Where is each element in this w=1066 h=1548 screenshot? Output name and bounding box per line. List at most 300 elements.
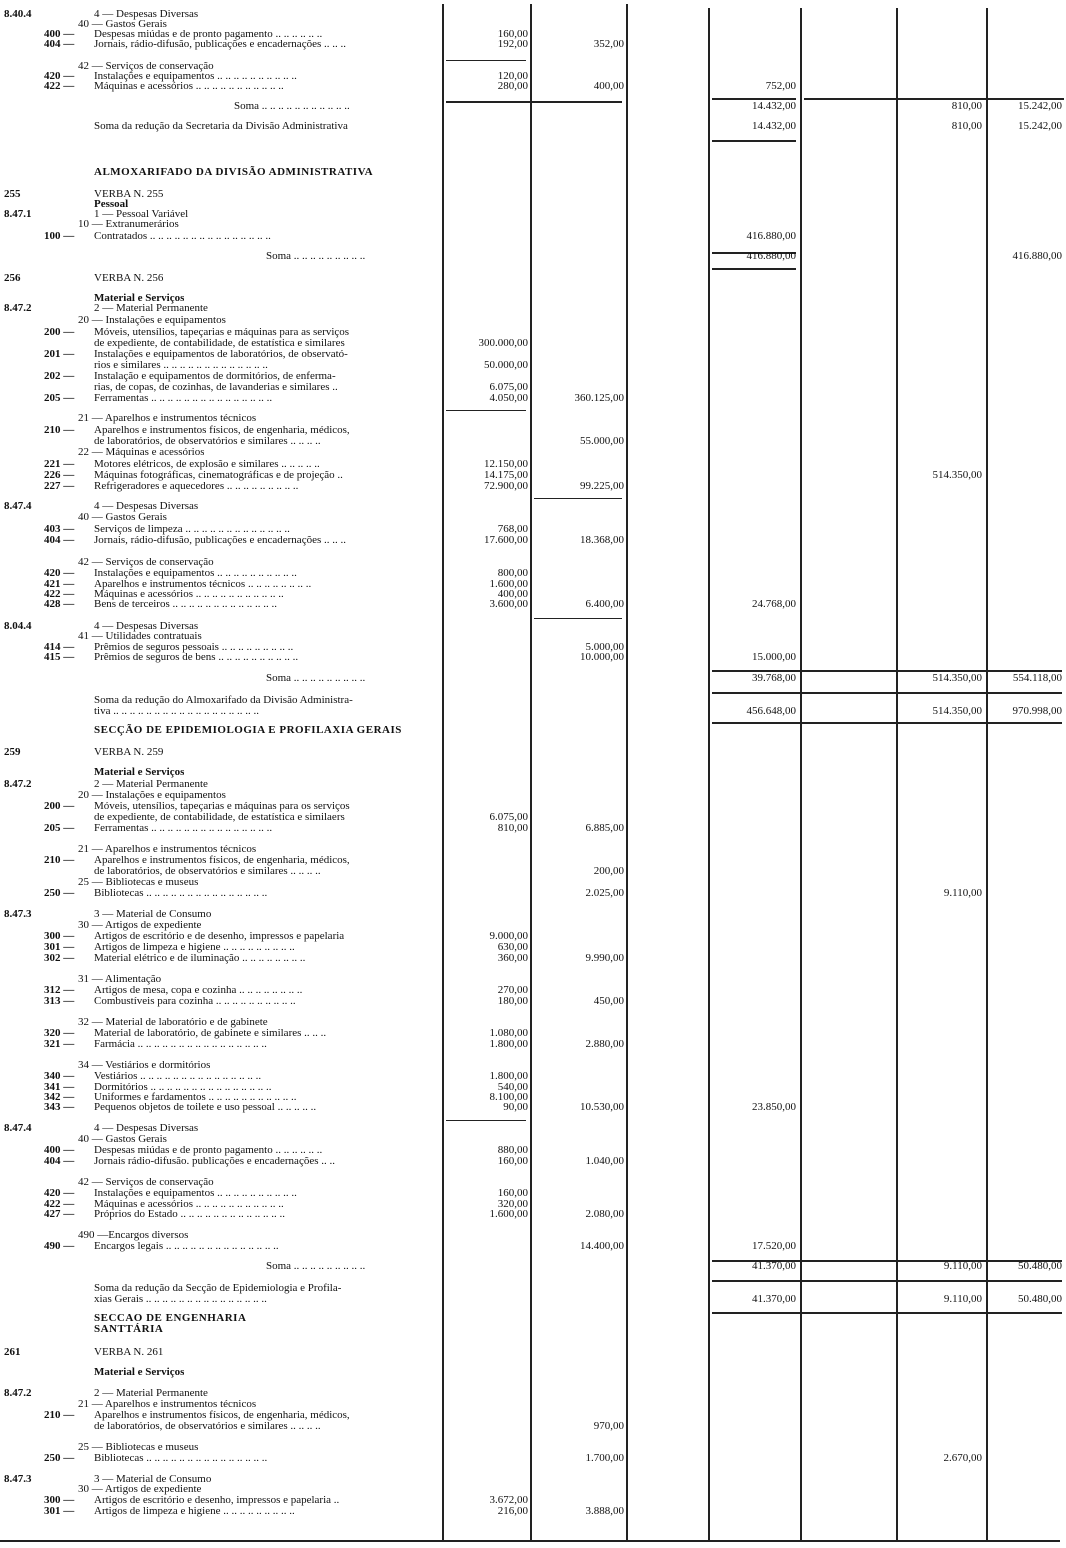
amount-c1: 216,00 (497, 1505, 528, 1517)
amount-c5: 514.350,00 (932, 672, 982, 684)
row-item-number: 301 — (44, 1505, 75, 1517)
column-rule (530, 4, 532, 1542)
section-heading: SANTTÁRIA (94, 1323, 164, 1335)
amount-c6: 15.242,00 (1018, 100, 1062, 112)
row-item-number: 313 — (44, 995, 75, 1007)
row-description: Artigos de limpeza e higiene .. .. .. .. .. .. .. .. .. (94, 1505, 295, 1517)
amount-c1: 1.800,00 (489, 1070, 528, 1082)
subtotal-rule (712, 722, 1062, 724)
amount-c5: 810,00 (951, 100, 982, 112)
row-item-number: 301 — (44, 941, 75, 953)
row-description: Uniformes e fardamentos .. .. .. .. .. .. .. .. .. .. .. (94, 1091, 297, 1103)
row-description: Instalações e equipamentos de laboratórios, de observató- (94, 348, 348, 360)
row-description: Aparelhos e instrumentos físicos, de engenharia, médicos, (94, 1409, 350, 1421)
amount-c5: 9.110,00 (943, 1260, 982, 1272)
row-description: 3 — Material de Consumo (94, 1473, 212, 1485)
row-description: Material e Serviços (94, 1366, 185, 1378)
amount-c5: 514.350,00 (932, 469, 982, 481)
amount-c1: 1.600,00 (489, 578, 528, 590)
subtotal-rule (446, 410, 526, 411)
row-description: tiva .. .. .. .. .. .. .. .. .. .. .. .. .. .. .. .. .. .. (94, 705, 259, 717)
subtotal-rule (712, 140, 796, 142)
row-description: 10 — Extranumerários (78, 218, 179, 230)
row-item-number: 342 — (44, 1091, 75, 1103)
row-description: Máquinas fotográficas, cinematográficas e de projeção .. (94, 469, 343, 481)
amount-c3: 14.432,00 (752, 100, 796, 112)
item-dash: — (60, 1070, 75, 1082)
item-dash: — (60, 1505, 75, 1517)
row-description: 40 — Gastos Gerais (78, 18, 167, 30)
amount-c2: 10.530,00 (580, 1101, 624, 1113)
row-item-number: 226 — (44, 469, 75, 481)
row-item-number: 201 — (44, 348, 75, 360)
row-item-number: 415 — (44, 651, 75, 663)
amount-c5: 2.670,00 (943, 1452, 982, 1464)
row-description: Material e Serviços (94, 292, 185, 304)
row-description: de laboratórios, de observatórios e similares .. .. .. .. (94, 435, 321, 447)
amount-c2: 9.990,00 (585, 952, 624, 964)
amount-c3: 39.768,00 (752, 672, 796, 684)
item-dash: — (60, 952, 75, 964)
item-dash: — (60, 348, 75, 360)
amount-c2: 1.700,00 (585, 1452, 624, 1464)
row-item-number: 340 — (44, 1070, 75, 1082)
row-description: Soma .. .. .. .. .. .. .. .. .. (266, 1260, 366, 1272)
row-description: 1 — Pessoal Variável (94, 208, 189, 220)
row-description: Prêmios de seguros de bens .. .. .. .. .. .. .. .. .. .. (94, 651, 299, 663)
row-code: 8.47.3 (4, 908, 32, 920)
item-dash: — (60, 930, 75, 942)
amount-c1: 50.000,00 (484, 359, 528, 371)
item-dash: — (60, 1240, 75, 1252)
amount-c1: 3.600,00 (489, 598, 528, 610)
row-description: Instalações e equipamentos .. .. .. .. .. .. .. .. .. .. (94, 70, 297, 82)
row-description: rias, de copas, de cozinhas, de lavanderias e similares .. (94, 381, 338, 393)
subtotal-rule (534, 498, 622, 499)
row-item-number: 300 — (44, 1494, 75, 1506)
row-description: 4 — Despesas Diversas (94, 8, 199, 20)
row-description: 21 — Aparelhos e instrumentos técnicos (78, 1398, 257, 1410)
row-description: Aparelhos e instrumentos físicos, de engenharia, médicos, (94, 854, 350, 866)
amount-c2: 2.880,00 (585, 1038, 624, 1050)
amount-c1: 6.075,00 (489, 381, 528, 393)
row-description: xias Gerais .. .. .. .. .. .. .. .. .. .. .. .. .. .. .. (94, 1293, 267, 1305)
row-item-number: 404 — (44, 534, 75, 546)
item-dash: — (60, 1144, 75, 1156)
row-description: Jornais, rádio-difusão, publicações e encadernações .. .. .. (94, 534, 346, 546)
amount-c5: 514.350,00 (932, 705, 982, 717)
row-item-number: 400 — (44, 28, 75, 40)
row-description: de laboratórios, de observatórios e similares .. .. .. .. (94, 865, 321, 877)
row-description: Material elétrico e de iluminação .. .. .. .. .. .. .. .. (94, 952, 306, 964)
amount-c1: 1.080,00 (489, 1027, 528, 1039)
amount-c1: 3.672,00 (489, 1494, 528, 1506)
item-dash: — (60, 38, 75, 50)
amount-c1: 810,00 (497, 822, 528, 834)
row-description: VERBA N. 255 (94, 188, 164, 200)
subtotal-rule (712, 1280, 1062, 1282)
row-description: Serviços de limpeza .. .. .. .. .. .. .. .. .. .. .. .. .. (94, 523, 290, 535)
row-code: 8.47.1 (4, 208, 32, 220)
row-description: Soma .. .. .. .. .. .. .. .. .. (266, 250, 366, 262)
item-dash: — (60, 1081, 75, 1093)
row-item-number: 427 — (44, 1208, 75, 1220)
column-rule (986, 8, 988, 1540)
amount-c3: 456.648,00 (746, 705, 796, 717)
row-item-number: 227 — (44, 480, 75, 492)
amount-c3: 416.880,00 (746, 250, 796, 262)
amount-c1: 300.000,00 (478, 337, 528, 349)
amount-c5: 9.110,00 (943, 1293, 982, 1305)
item-dash: — (60, 588, 75, 600)
row-description: Dormitórios .. .. .. .. .. .. .. .. .. .. .. .. .. .. .. (94, 1081, 272, 1093)
amount-c1: 160,00 (497, 1155, 528, 1167)
row-item-number: 341 — (44, 1081, 75, 1093)
column-rule (896, 8, 898, 1540)
item-dash: — (60, 80, 75, 92)
row-item-number: 320 — (44, 1027, 75, 1039)
row-item-number: 414 — (44, 641, 75, 653)
amount-c2: 360.125,00 (574, 392, 624, 404)
row-item-number: 205 — (44, 822, 75, 834)
item-dash: — (60, 854, 75, 866)
column-rule (800, 8, 802, 1540)
row-description: Vestiários .. .. .. .. .. .. .. .. .. .. .. .. .. .. .. (94, 1070, 262, 1082)
amount-c2: 6.400,00 (585, 598, 624, 610)
amount-c1: 280,00 (497, 80, 528, 92)
amount-c2: 10.000,00 (580, 651, 624, 663)
row-code: 261 (4, 1346, 21, 1358)
item-dash: — (60, 523, 75, 535)
amount-c2: 970,00 (593, 1420, 624, 1432)
amount-c1: 800,00 (497, 567, 528, 579)
row-description: Artigos de limpeza e higiene .. .. .. .. .. .. .. .. .. (94, 941, 295, 953)
row-description: 4 — Despesas Diversas (94, 620, 199, 632)
item-dash: — (60, 1208, 75, 1220)
row-item-number: 420 — (44, 70, 75, 82)
item-dash: — (60, 941, 75, 953)
amount-c1: 12.150,00 (484, 458, 528, 470)
row-item-number: 422 — (44, 588, 75, 600)
amount-c3: 15.000,00 (752, 651, 796, 663)
subtotal-rule (446, 101, 622, 103)
item-dash: — (60, 800, 75, 812)
row-description: 25 — Bibliotecas e museus (78, 1441, 199, 1453)
row-description: Soma .. .. .. .. .. .. .. .. .. .. .. (234, 100, 350, 112)
row-description: Máquinas e acessórios .. .. .. .. .. .. .. .. .. .. .. (94, 588, 284, 600)
row-item-number: 302 — (44, 952, 75, 964)
row-item-number: 422 — (44, 1198, 75, 1210)
subtotal-rule (712, 268, 796, 270)
amount-c1: 320,00 (497, 1198, 528, 1210)
amount-c1: 768,00 (497, 523, 528, 535)
row-description: Aparelhos e instrumentos técnicos .. .. .. .. .. .. .. .. (94, 578, 312, 590)
row-description: 32 — Material de laboratório e de gabinete (78, 1016, 268, 1028)
amount-c1: 400,00 (497, 588, 528, 600)
item-dash: — (60, 641, 75, 653)
row-code: 256 (4, 272, 21, 284)
row-description: 20 — Instalações e equipamentos (78, 314, 226, 326)
row-description: Máquinas e acessórios .. .. .. .. .. .. .. .. .. .. .. (94, 80, 284, 92)
subtotal-rule (534, 618, 622, 619)
row-description: 30 — Artigos de expediente (78, 1483, 202, 1495)
item-dash: — (60, 1409, 75, 1421)
row-description: Despesas miúdas e de pronto pagamento .. .. .. .. .. .. (94, 28, 323, 40)
amount-c1: 8.100,00 (489, 1091, 528, 1103)
row-description: Aparelhos e instrumentos físicos, de engenharia, médicos, (94, 424, 350, 436)
amount-c3: 14.432,00 (752, 120, 796, 132)
subtotal-rule (446, 1120, 526, 1121)
amount-c3: 752,00 (765, 80, 796, 92)
row-item-number: 100 — (44, 230, 75, 242)
subtotal-rule (446, 60, 526, 61)
row-code: 8.40.4 (4, 8, 32, 20)
amount-c6: 554.118,00 (1012, 672, 1062, 684)
row-description: Instalação e equipamentos de dormitórios, de enferma- (94, 370, 336, 382)
amount-c1: 360,00 (497, 952, 528, 964)
amount-c6: 50.480,00 (1018, 1260, 1062, 1272)
section-heading: ALMOXARIFADO DA DIVISÃO ADMINISTRATIVA (94, 166, 374, 178)
row-description: Combustíveis para cozinha .. .. .. .. .. .. .. .. .. .. (94, 995, 296, 1007)
row-description: Ferramentas .. .. .. .. .. .. .. .. .. .. .. .. .. .. .. (94, 822, 273, 834)
row-item-number: 210 — (44, 424, 75, 436)
amount-c3: 23.850,00 (752, 1101, 796, 1113)
amount-c1: 160,00 (497, 1187, 528, 1199)
amount-c2: 2.080,00 (585, 1208, 624, 1220)
item-dash: — (60, 887, 75, 899)
row-description: Material de laboratório, de gabinete e similares .. .. .. (94, 1027, 327, 1039)
row-description: Artigos de escritório e desenho, impressos e papelaria .. (94, 1494, 340, 1506)
subtotal-rule (712, 692, 1062, 694)
row-description: Jornais, rádio-difusão, publicações e encadernações .. .. .. (94, 38, 346, 50)
amount-c2: 2.025,00 (585, 887, 624, 899)
row-description: 41 — Utilidades contratuais (78, 630, 202, 642)
row-item-number: 421 — (44, 578, 75, 590)
row-item-number: 404 — (44, 38, 75, 50)
row-description: 34 — Vestiários e dormitórios (78, 1059, 211, 1071)
row-code: 255 (4, 188, 21, 200)
row-item-number: 400 — (44, 1144, 75, 1156)
row-description: Instalações e equipamentos .. .. .. .. .. .. .. .. .. .. (94, 567, 297, 579)
row-description: rios e similares .. .. .. .. .. .. .. .. .. .. .. .. .. (94, 359, 268, 371)
item-dash: — (60, 458, 75, 470)
row-description: Pessoal (94, 198, 129, 210)
row-description: Máquinas e acessórios .. .. .. .. .. .. .. .. .. .. .. (94, 1198, 284, 1210)
row-item-number: 404 — (44, 1155, 75, 1167)
amount-c1: 270,00 (497, 984, 528, 996)
row-description: 490 —Encargos diversos (78, 1229, 189, 1241)
section-heading: SECÇÃO DE EPIDEMIOLOGIA E PROFILAXIA GERAIS (94, 724, 402, 736)
row-description: Jornais rádio-difusão. publicações e encadernações .. .. (94, 1155, 335, 1167)
row-item-number: 210 — (44, 854, 75, 866)
amount-c2: 5.000,00 (585, 641, 624, 653)
row-description: Prêmios de seguros pessoais .. .. .. .. .. .. .. .. .. (94, 641, 294, 653)
row-description: Soma da redução da Secretaria da Divisão Administrativa (94, 120, 348, 132)
amount-c1: 180,00 (497, 995, 528, 1007)
item-dash: — (60, 424, 75, 436)
row-description: 25 — Bibliotecas e museus (78, 876, 199, 888)
amount-c2: 14.400,00 (580, 1240, 624, 1252)
item-dash: — (60, 480, 75, 492)
row-description: de laboratórios, de observatórios e similares .. .. .. .. (94, 1420, 321, 1432)
row-description: Soma .. .. .. .. .. .. .. .. .. (266, 672, 366, 684)
row-description: de expediente, de contabilidade, de estatística e similares (94, 337, 345, 349)
row-item-number: 321 — (44, 1038, 75, 1050)
amount-c6: 970.998,00 (1012, 705, 1062, 717)
row-description: Ferramentas .. .. .. .. .. .. .. .. .. .. .. .. .. .. .. (94, 392, 273, 404)
amount-c3: 41.370,00 (752, 1260, 796, 1272)
amount-c6: 416.880,00 (1012, 250, 1062, 262)
item-dash: — (60, 1155, 75, 1167)
row-description: 2 — Material Permanente (94, 778, 208, 790)
row-item-number: 422 — (44, 80, 75, 92)
amount-c1: 880,00 (497, 1144, 528, 1156)
item-dash: — (60, 326, 75, 338)
row-description: Farmácia .. .. .. .. .. .. .. .. .. .. .. .. .. .. .. .. (94, 1038, 267, 1050)
row-item-number: 202 — (44, 370, 75, 382)
row-description: 22 — Máquinas e acessórios (78, 446, 205, 458)
row-description: Próprios do Estado .. .. .. .. .. .. .. .. .. .. .. .. .. (94, 1208, 285, 1220)
row-code: 8.47.2 (4, 1387, 32, 1399)
amount-c1: 4.050,00 (489, 392, 528, 404)
row-description: Móveis, utensílios, tapeçarias e máquinas para as serviços (94, 326, 350, 338)
page-bottom-rule (0, 1540, 1060, 1542)
row-description: 2 — Material Permanente (94, 302, 208, 314)
amount-c5: 9.110,00 (943, 887, 982, 899)
amount-c2: 18.368,00 (580, 534, 624, 546)
row-description: VERBA N. 256 (94, 272, 164, 284)
row-description: Soma da redução do Almoxarifado da Divisão Administra- (94, 694, 353, 706)
amount-c6: 15.242,00 (1018, 120, 1062, 132)
row-description: 31 — Alimentação (78, 973, 162, 985)
amount-c1: 540,00 (497, 1081, 528, 1093)
row-description: 40 — Gastos Gerais (78, 1133, 167, 1145)
amount-c1: 1.600,00 (489, 1208, 528, 1220)
item-dash: — (60, 984, 75, 996)
row-code: 259 (4, 746, 21, 758)
amount-c3: 41.370,00 (752, 1293, 796, 1305)
item-dash: — (60, 1091, 75, 1103)
amount-c2: 99.225,00 (580, 480, 624, 492)
item-dash: — (60, 1494, 75, 1506)
amount-c1: 160,00 (497, 28, 528, 40)
row-code: 8.04.4 (4, 620, 32, 632)
item-dash: — (60, 1038, 75, 1050)
row-description: 30 — Artigos de expediente (78, 919, 202, 931)
item-dash: — (60, 469, 75, 481)
column-rule (626, 4, 628, 1542)
row-description: Pequenos objetos de toilete e uso pessoal .. .. .. .. .. (94, 1101, 317, 1113)
column-rule (708, 8, 710, 1540)
amount-c1: 72.900,00 (484, 480, 528, 492)
amount-c1: 14.175,00 (484, 469, 528, 481)
item-dash: — (60, 578, 75, 590)
row-description: 2 — Material Permanente (94, 1387, 208, 1399)
item-dash: — (60, 230, 75, 242)
row-item-number: 420 — (44, 567, 75, 579)
amount-c2: 200,00 (593, 865, 624, 877)
row-code: 8.47.4 (4, 1122, 32, 1134)
item-dash: — (60, 28, 75, 40)
row-code: 8.47.3 (4, 1473, 32, 1485)
row-description: 40 — Gastos Gerais (78, 511, 167, 523)
row-item-number: 428 — (44, 598, 75, 610)
item-dash: — (60, 651, 75, 663)
row-description: Artigos de escritório e de desenho, impressos e papelaria (94, 930, 345, 942)
item-dash: — (60, 1198, 75, 1210)
item-dash: — (60, 70, 75, 82)
row-item-number: 200 — (44, 800, 75, 812)
amount-c3: 24.768,00 (752, 598, 796, 610)
row-description: Instalações e equipamentos .. .. .. .. .. .. .. .. .. .. (94, 1187, 297, 1199)
row-description: 3 — Material de Consumo (94, 908, 212, 920)
item-dash: — (60, 1101, 75, 1113)
row-item-number: 343 — (44, 1101, 75, 1113)
row-description: Bens de terceiros .. .. .. .. .. .. .. .. .. .. .. .. .. (94, 598, 277, 610)
amount-c2: 352,00 (593, 38, 624, 50)
item-dash: — (60, 822, 75, 834)
amount-c2: 450,00 (593, 995, 624, 1007)
row-description: Artigos de mesa, copa e cozinha .. .. .. .. .. .. .. .. (94, 984, 303, 996)
item-dash: — (60, 1027, 75, 1039)
row-description: 42 — Serviços de conservação (78, 1176, 214, 1188)
row-item-number: 210 — (44, 1409, 75, 1421)
row-description: de expediente, de contabilidade, de estatística e similaers (94, 811, 345, 823)
row-description: Motores elétricos, de explosão e similares .. .. .. .. .. (94, 458, 320, 470)
row-description: Bibliotecas .. .. .. .. .. .. .. .. .. .. .. .. .. .. .. (94, 887, 268, 899)
row-description: Encargos legais .. .. .. .. .. .. .. .. .. .. .. .. .. .. (94, 1240, 279, 1252)
row-code: 8.47.4 (4, 500, 32, 512)
row-description: 42 — Serviços de conservação (78, 60, 214, 72)
row-description: Soma da redução da Secção de Epidemiologia e Profila- (94, 1282, 342, 1294)
amount-c1: 1.800,00 (489, 1038, 528, 1050)
row-description: Bibliotecas .. .. .. .. .. .. .. .. .. .. .. .. .. .. .. (94, 1452, 268, 1464)
row-description: VERBA N. 259 (94, 746, 164, 758)
amount-c5: 810,00 (951, 120, 982, 132)
row-code: 8.47.2 (4, 778, 32, 790)
row-description: 21 — Aparelhos e instrumentos técnicos (78, 843, 257, 855)
amount-c2: 3.888,00 (585, 1505, 624, 1517)
column-rule (442, 4, 444, 1542)
amount-c2: 55.000,00 (580, 435, 624, 447)
row-description: 21 — Aparelhos e instrumentos técnicos (78, 412, 257, 424)
row-item-number: 205 — (44, 392, 75, 404)
row-item-number: 403 — (44, 523, 75, 535)
item-dash: — (60, 995, 75, 1007)
amount-c1: 17.600,00 (484, 534, 528, 546)
subtotal-rule (712, 1312, 1062, 1314)
row-item-number: 250 — (44, 887, 75, 899)
amount-c1: 6.075,00 (489, 811, 528, 823)
amount-c1: 630,00 (497, 941, 528, 953)
row-description: 20 — Instalações e equipamentos (78, 789, 226, 801)
row-description: 4 — Despesas Diversas (94, 1122, 199, 1134)
amount-c1: 192,00 (497, 38, 528, 50)
row-item-number: 300 — (44, 930, 75, 942)
row-item-number: 200 — (44, 326, 75, 338)
row-code: 8.47.2 (4, 302, 32, 314)
row-description: Refrigeradores e aquecedores .. .. .. .. .. .. .. .. .. (94, 480, 299, 492)
item-dash: — (60, 392, 75, 404)
row-description: 42 — Serviços de conservação (78, 556, 214, 568)
amount-c6: 50.480,00 (1018, 1293, 1062, 1305)
row-item-number: 490 — (44, 1240, 75, 1252)
row-item-number: 312 — (44, 984, 75, 996)
item-dash: — (60, 1187, 75, 1199)
item-dash: — (60, 567, 75, 579)
amount-c1: 120,00 (497, 70, 528, 82)
amount-c1: 90,00 (503, 1101, 528, 1113)
